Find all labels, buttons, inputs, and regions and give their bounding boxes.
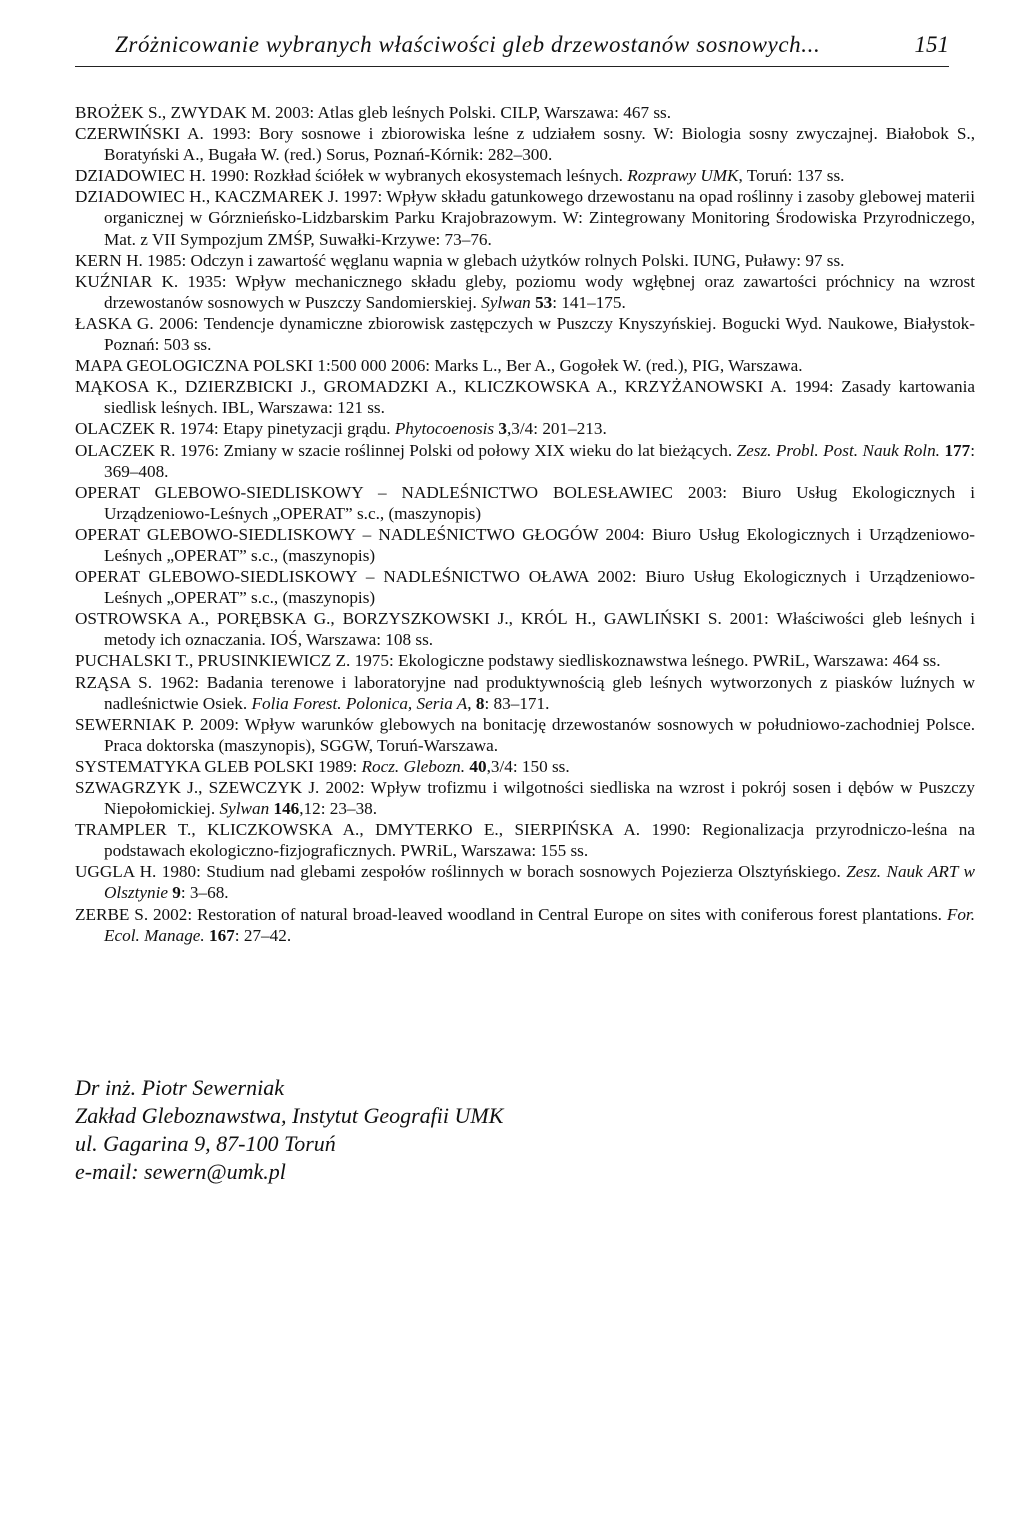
reference-text: OPERAT GLEBOWO-SIEDLISKOWY – NADLEŚNICTWO GŁOGÓW 2004: Biuro Usług Ekologicznych i Urządzeniowo-Leśnych „OPERAT” s.c., (maszynopis) bbox=[75, 524, 975, 565]
reference-entry bbox=[75, 271, 975, 313]
reference-volume-bold: 40 bbox=[469, 756, 487, 776]
reference-text: BROŻEK S., ZWYDAK M. 2003: Atlas gleb leśnych Polski. CILP, Warszawa: 467 ss. bbox=[75, 103, 672, 122]
reference-entry bbox=[75, 566, 975, 608]
reference-entry bbox=[75, 440, 975, 482]
reference-text: : 83–171. bbox=[484, 693, 550, 713]
author-name: Dr inż. Piotr Sewerniak bbox=[75, 1075, 284, 1100]
reference-source-italic: For. Ecol. Manage. bbox=[104, 904, 975, 945]
reference-text: : 141–175. bbox=[552, 292, 626, 312]
reference-text: : 369–408. bbox=[104, 440, 976, 481]
reference-text: RZĄSA S. 1962: Badania terenowe i laboratoryjne nad produktywnością gleb leśnych wytworzonych z piasków luźnych w nadleśnictwie Osiek. bbox=[75, 672, 975, 713]
reference-entry bbox=[75, 165, 975, 186]
reference-source-italic: Folia Forest. Polonica, Seria A bbox=[251, 693, 468, 713]
reference-text: OPERAT GLEBOWO-SIEDLISKOWY – NADLEŚNICTWO BOLESŁAWIEC 2003: Biuro Usług Ekologicznych i Urządzeniowo-Leśnych „OPERAT” s.c., (maszynopis) bbox=[75, 482, 975, 523]
reference-volume-bold: 146 bbox=[273, 799, 300, 819]
reference-entry bbox=[75, 524, 975, 566]
author-block bbox=[75, 1074, 503, 1186]
running-header bbox=[75, 26, 949, 67]
reference-volume-bold: 53 bbox=[535, 292, 553, 312]
reference-text: SYSTEMATYKA GLEB POLSKI 1989: bbox=[75, 756, 362, 776]
reference-text: OLACZEK R. 1976: Zmiany w szacie roślinnej Polski od połowy XIX wieku do lat bieżących. bbox=[75, 440, 737, 460]
reference-entry bbox=[75, 819, 975, 861]
reference-source-italic: Zesz. Probl. Post. Nauk Roln. bbox=[736, 440, 940, 460]
reference-text: TRAMPLER T., KLICZKOWSKA A., DMYTERKO E., SIERPIŃSKA A. 1990: Regionalizacja przyrodniczo-leśna na podstawach ekologiczno-fizjograficznych. PWRiL, Warszawa: 155 ss. bbox=[75, 820, 975, 861]
reference-text: KERN H. 1985: Odczyn i zawartość węglanu wapnia w glebach użytków rolnych Polski. IUNG, Puławy: 97 ss. bbox=[75, 250, 845, 270]
reference-text: PUCHALSKI T., PRUSINKIEWICZ Z. 1975: Ekologiczne podstawy siedliskoznawstwa leśnego. PWRiL, Warszawa: 464 ss. bbox=[75, 651, 941, 671]
reference-source-italic: Rozprawy UMK bbox=[627, 166, 739, 186]
reference-text: : 3–68. bbox=[180, 883, 229, 903]
page-number: 151 bbox=[914, 32, 949, 57]
reference-text: UGGLA H. 1980: Studium nad glebami zespołów roślinnych w borach sosnowych Pojezierza Olsztyńskiego. bbox=[75, 862, 847, 882]
reference-volume-bold: 177 bbox=[944, 440, 971, 460]
reference-entry bbox=[75, 355, 975, 376]
author-address: ul. Gagarina 9, 87-100 Toruń bbox=[75, 1131, 336, 1156]
reference-text: DZIADOWIEC H., KACZMAREK J. 1997: Wpływ składu gatunkowego drzewostanu na opad roślinny i zasoby glebowej materii organicznej w Górznieńsko-Lidzbarskim Parku Krajobrazowym. W: Zintegrowany Monitoring Środowiska Przyrodniczego, Mat. z VII Sympozjum ZMŚP, Suwałki-Krzywe: 73–76. bbox=[75, 187, 975, 249]
reference-text: MĄKOSA K., DZIERZBICKI J., GROMADZKI A., KLICZKOWSKA A., KRZYŻANOWSKI A. 1994: Zasady kartowania siedlisk leśnych. IBL, Warszawa: 121 ss. bbox=[75, 377, 975, 418]
reference-source-italic: Rocz. Glebozn. bbox=[361, 756, 466, 776]
reference-entry bbox=[75, 904, 975, 946]
author-email: e-mail: sewern@umk.pl bbox=[75, 1159, 286, 1184]
reference-text: OLACZEK R. 1974: Etapy pinetyzacji grądu. bbox=[75, 419, 395, 439]
author-affiliation: Zakład Gleboznawstwa, Instytut Geografii UMK bbox=[75, 1103, 504, 1128]
reference-text: CZERWIŃSKI A. 1993: Bory sosnowe i zbiorowiska leśne z udziałem sosny. W: Biologia sosny zwyczajnej. Białobok S., Boratyński A., Bugała W. (red.) Sorus, Poznań-Kórnik: 282–300. bbox=[75, 124, 975, 165]
reference-source-italic: Sylwan bbox=[219, 799, 270, 819]
reference-source-italic: Zesz. Nauk ART w Olsztynie bbox=[104, 862, 976, 903]
reference-list bbox=[75, 102, 975, 946]
reference-entry bbox=[75, 650, 975, 671]
reference-text: DZIADOWIEC H. 1990: Rozkład ściółek w wybranych ekosystemach leśnych. bbox=[75, 166, 628, 186]
reference-text: , bbox=[467, 693, 476, 713]
reference-text: ZERBE S. 2002: Restoration of natural broad-leaved woodland in Central Europe on sites with coniferous forest plantations. bbox=[75, 904, 947, 924]
reference-entry bbox=[75, 756, 975, 777]
reference-volume-bold: 3 bbox=[498, 419, 507, 439]
reference-entry bbox=[75, 102, 975, 123]
reference-entry bbox=[75, 376, 975, 418]
reference-text: ,3/4: 201–213. bbox=[507, 419, 607, 439]
reference-entry bbox=[75, 186, 975, 249]
reference-source-italic: Sylwan bbox=[481, 292, 531, 312]
reference-text: : 27–42. bbox=[234, 925, 292, 945]
reference-entry bbox=[75, 123, 975, 165]
reference-text: MAPA GEOLOGICZNA POLSKI 1:500 000 2006: Marks L., Ber A., Gogołek W. (red.), PIG, Warszawa. bbox=[75, 356, 803, 376]
running-title: Zróżnicowanie wybranych właściwości gleb drzewostanów sosnowych... bbox=[115, 32, 821, 57]
reference-source-italic: Phytocoenosis bbox=[394, 419, 495, 439]
reference-text: KUŹNIAR K. 1935: Wpływ mechanicznego składu gleby, poziomu wody wgłębnej oraz zawartości próchnicy na wzrost drzewostanów sosnowych w Puszczy Sandomierskiej. bbox=[75, 271, 975, 312]
reference-entry bbox=[75, 861, 975, 903]
reference-entry bbox=[75, 313, 975, 355]
reference-text: ,12: 23–38. bbox=[299, 799, 378, 819]
reference-text: , Toruń: 137 ss. bbox=[738, 166, 845, 186]
reference-volume-bold: 9 bbox=[172, 883, 181, 903]
reference-text: OPERAT GLEBOWO-SIEDLISKOWY – NADLEŚNICTWO OŁAWA 2002: Biuro Usług Ekologicznych i Urządzeniowo-Leśnych „OPERAT” s.c., (maszynopis) bbox=[75, 567, 975, 608]
reference-volume-bold: 8 bbox=[475, 693, 485, 713]
reference-entry bbox=[75, 714, 975, 756]
reference-text: SZWAGRZYK J., SZEWCZYK J. 2002: Wpływ trofizmu i wilgotności siedliska na wzrost i pokrój sosen i dębów w Puszczy Niepołomickiej. bbox=[75, 778, 975, 819]
reference-entry bbox=[75, 482, 975, 524]
reference-entry bbox=[75, 672, 975, 714]
reference-entry bbox=[75, 418, 975, 439]
reference-text: ,3/4: 150 ss. bbox=[486, 756, 570, 776]
reference-entry bbox=[75, 250, 975, 271]
reference-text: OSTROWSKA A., PORĘBSKA G., BORZYSZKOWSKI J., KRÓL H., GAWLIŃSKI S. 2001: Właściwości gleb leśnych i metody ich oznaczania. IOŚ, Warszawa: 108 ss. bbox=[75, 609, 975, 650]
reference-text: ŁASKA G. 2006: Tendencje dynamiczne zbiorowisk zastępczych w Puszczy Knyszyńskiej. Bogucki Wyd. Naukowe, Białystok-Poznań: 503 ss. bbox=[75, 313, 975, 355]
reference-text: SEWERNIAK P. 2009: Wpływ warunków glebowych na bonitację drzewostanów sosnowych w południowo-zachodniej Polsce. Praca doktorska (maszynopis), SGGW, Toruń-Warszawa. bbox=[75, 714, 975, 755]
reference-entry bbox=[75, 777, 975, 819]
reference-entry bbox=[75, 608, 975, 650]
reference-volume-bold: 167 bbox=[209, 925, 235, 945]
